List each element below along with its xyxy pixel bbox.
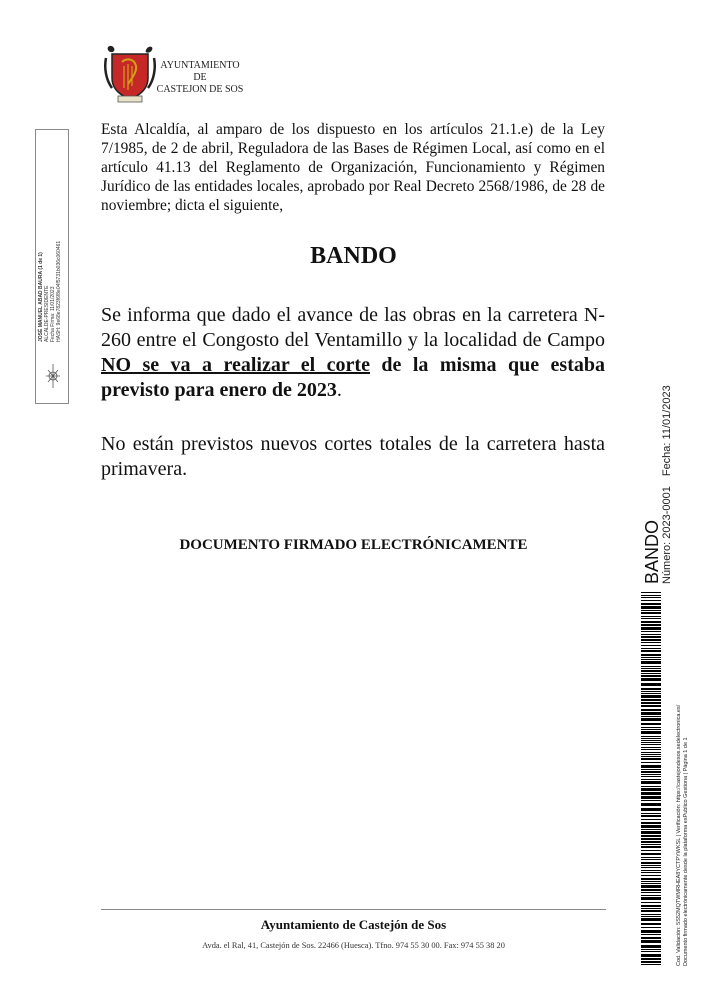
barcode-bar bbox=[641, 688, 661, 690]
footer-organization: Ayuntamiento de Castejón de Sos bbox=[260, 917, 447, 932]
barcode-bar bbox=[641, 752, 661, 753]
barcode-bar bbox=[641, 597, 661, 598]
barcode-bar bbox=[641, 716, 661, 717]
org-line-3: CASTEJON DE SOS bbox=[156, 84, 244, 95]
validation-platform: Documento firmado electrónicamente desde la plataforma esPublico Gestiona | Página 1 de 1 bbox=[683, 737, 689, 966]
barcode-bar bbox=[641, 702, 661, 704]
barcode-bar bbox=[641, 645, 661, 646]
barcode-bar bbox=[641, 654, 661, 656]
barcode-bar bbox=[641, 908, 661, 909]
barcode-bar bbox=[641, 927, 661, 928]
barcode-bar bbox=[641, 616, 661, 617]
barcode-bar bbox=[641, 786, 661, 787]
barcode-bar bbox=[641, 865, 661, 866]
barcode-bar bbox=[641, 731, 661, 734]
side-number: Número: 2023-0001 bbox=[661, 486, 673, 584]
signature-date: Fecha Firma: 11/01/2023 bbox=[50, 286, 56, 342]
barcode-bar bbox=[641, 859, 661, 860]
barcode-bar bbox=[641, 642, 661, 643]
barcode-bar bbox=[641, 905, 661, 907]
side-number-date bbox=[661, 385, 674, 584]
barcode-bar bbox=[641, 634, 661, 635]
barcode-bar bbox=[641, 853, 661, 855]
barcode-bar bbox=[641, 618, 661, 619]
barcode-icon bbox=[641, 592, 661, 966]
barcode-bar bbox=[641, 958, 661, 960]
barcode-bar bbox=[641, 964, 661, 965]
barcode-bar bbox=[641, 592, 661, 593]
barcode-bar bbox=[641, 712, 661, 715]
barcode-bar bbox=[641, 841, 661, 843]
barcode-bar bbox=[641, 875, 661, 876]
barcode-bar bbox=[641, 889, 661, 891]
barcode-bar bbox=[641, 659, 661, 660]
barcode-bar bbox=[641, 813, 661, 814]
barcode-bar bbox=[641, 627, 661, 630]
barcode-bar bbox=[641, 595, 661, 596]
page-title: BANDO bbox=[310, 243, 397, 269]
barcode-bar bbox=[641, 771, 661, 773]
barcode-bar bbox=[641, 945, 661, 948]
barcode-bar bbox=[641, 683, 661, 686]
barcode-bar bbox=[641, 878, 661, 880]
signer-role: ALCALDE-PRESIDENTE bbox=[44, 285, 50, 342]
barcode-bar bbox=[641, 691, 661, 692]
barcode-bar bbox=[641, 857, 661, 858]
barcode-bar bbox=[641, 738, 661, 739]
barcode-bar bbox=[641, 603, 661, 605]
barcode-bar bbox=[641, 872, 661, 873]
barcode-bar bbox=[641, 885, 661, 888]
organization-name bbox=[154, 60, 246, 96]
coat-of-arms-icon bbox=[104, 44, 156, 106]
barcode-bar bbox=[641, 709, 661, 711]
barcode-bar bbox=[641, 846, 661, 848]
side-doc-type: BANDO bbox=[642, 519, 662, 584]
barcode-bar bbox=[641, 954, 661, 957]
barcode-bar bbox=[641, 937, 661, 939]
side-validation bbox=[676, 705, 690, 966]
barcode-bar bbox=[641, 606, 661, 609]
barcode-bar bbox=[641, 678, 661, 681]
barcode-bar bbox=[641, 742, 661, 743]
signer-name: JOSÉ MANUEL ABAD BAURA (1 de 1) bbox=[38, 252, 44, 342]
barcode-bar bbox=[641, 897, 661, 900]
barcode-bar bbox=[641, 934, 661, 935]
barcode-bar bbox=[641, 951, 661, 952]
barcode-bar bbox=[641, 744, 661, 745]
barcode-bar bbox=[641, 914, 661, 915]
barcode-bar bbox=[641, 639, 661, 641]
barcode-bar bbox=[641, 693, 661, 694]
barcode-bar bbox=[641, 624, 661, 626]
barcode-bar bbox=[641, 870, 661, 871]
barcode-bar bbox=[641, 779, 661, 780]
barcode-bar bbox=[641, 850, 661, 851]
barcode-bar bbox=[641, 657, 661, 658]
barcode-bar bbox=[641, 648, 661, 649]
barcode-bar bbox=[641, 781, 661, 784]
barcode-bar bbox=[641, 803, 661, 806]
barcode-bar bbox=[641, 776, 661, 777]
barcode-bar bbox=[641, 867, 661, 868]
barcode-bar bbox=[641, 762, 661, 763]
barcode-bar bbox=[641, 949, 661, 950]
announcement-bold: de la misma que estaba previsto para enero de 2023 bbox=[101, 354, 605, 401]
barcode-bar bbox=[641, 808, 661, 811]
validation-code: Cod. Validación: 5S52MQTWMRHEA8YCTPYWKSL | Verificación: https://castejondesos.sedelectronica.es/ bbox=[676, 704, 682, 966]
barcode-bar bbox=[641, 756, 661, 757]
barcode-bar bbox=[641, 822, 661, 824]
org-line-1: AYUNTAMIENTO bbox=[160, 60, 240, 71]
barcode-bar bbox=[641, 923, 661, 925]
barcode-bar bbox=[641, 774, 661, 775]
barcode-bar bbox=[641, 675, 661, 677]
barcode-bar bbox=[641, 796, 661, 799]
barcode-bar bbox=[641, 695, 661, 698]
barcode-bar bbox=[641, 769, 661, 770]
footer-divider bbox=[101, 909, 606, 910]
side-date: Fecha: 11/01/2023 bbox=[661, 385, 673, 477]
announcement-end: . bbox=[336, 379, 342, 401]
barcode-bar bbox=[641, 740, 661, 741]
barcode-bar bbox=[641, 600, 661, 601]
barcode-bar bbox=[641, 918, 661, 921]
barcode-bar bbox=[641, 610, 661, 611]
barcode-bar bbox=[641, 835, 661, 837]
barcode-bar bbox=[641, 758, 661, 760]
barcode-bar bbox=[641, 916, 661, 917]
barcode-bar bbox=[641, 727, 661, 728]
barcode-bar bbox=[641, 699, 661, 701]
barcode-bar bbox=[641, 668, 661, 669]
barcode-bar bbox=[641, 881, 661, 882]
barcode-bar bbox=[641, 670, 661, 672]
announcement-paragraph bbox=[101, 303, 605, 403]
barcode-bar bbox=[641, 718, 661, 721]
footer-address: Avda. el Ral, 41, Castejón de Sos. 22466 (Huesca). Tfno. 974 55 30 00. Fax: 974 55 38 20 bbox=[202, 941, 505, 950]
barcode-bar bbox=[641, 749, 661, 750]
barcode-bar bbox=[641, 825, 661, 828]
barcode-bar bbox=[641, 765, 661, 768]
barcode-bar bbox=[641, 815, 661, 817]
barcode-bar bbox=[641, 829, 661, 830]
signature-hash: HASH: 9e68e7823f6f8e04f5731b036c060461 bbox=[56, 240, 62, 342]
barcode-bar bbox=[641, 940, 661, 943]
barcode-bar bbox=[641, 862, 661, 864]
announcement-underlined: NO se va a realizar el corte bbox=[101, 354, 370, 376]
barcode-bar bbox=[641, 800, 661, 801]
barcode-bar bbox=[641, 666, 661, 667]
signed-notice: DOCUMENTO FIRMADO ELECTRÓNICAMENTE bbox=[179, 537, 528, 553]
second-paragraph: No están previstos nuevos cortes totales de la carretera hasta primavera. bbox=[101, 433, 605, 480]
barcode-bar bbox=[641, 621, 661, 623]
barcode-bar bbox=[641, 754, 661, 755]
barcode-bar bbox=[641, 661, 661, 664]
barcode-bar bbox=[641, 910, 661, 912]
barcode-bar bbox=[641, 844, 661, 845]
barcode-bar bbox=[641, 902, 661, 903]
barcode-bar bbox=[641, 673, 661, 674]
barcode-bar bbox=[641, 723, 661, 725]
barcode-bar bbox=[641, 792, 661, 795]
announcement-text: Se informa que dado el avance de las obras en la carretera N-260 entre el Congosto del Ventamillo y la localidad de Campo bbox=[101, 304, 605, 351]
signature-mark-icon bbox=[44, 362, 62, 390]
barcode-bar bbox=[641, 612, 661, 614]
barcode-bar bbox=[641, 636, 661, 638]
barcode-bar bbox=[641, 747, 661, 748]
barcode-bar bbox=[641, 650, 661, 652]
org-line-2: DE bbox=[193, 72, 207, 83]
barcode-bar bbox=[641, 705, 661, 707]
barcode-bar bbox=[641, 838, 661, 840]
barcode-bar bbox=[641, 961, 661, 963]
barcode-bar bbox=[641, 736, 661, 737]
intro-paragraph: Esta Alcaldía, al amparo de los dispuesto en los artículos 21.1.e) de la Ley 7/1985, de 2 de abril, Reguladora de las Bases de Régimen Local, así como en el artículo 41.13 del Reglamento de Organización, Funcionamiento y Régimen Jurídico de las entidades locales, aprobado por Real Decreto 2568/1986, de 28 de noviembre; dicta el siguiente, bbox=[101, 121, 605, 214]
barcode-bar bbox=[641, 729, 661, 730]
barcode-bar bbox=[641, 883, 661, 884]
barcode-bar bbox=[641, 895, 661, 896]
barcode-bar bbox=[641, 631, 661, 632]
barcode-bar bbox=[641, 788, 661, 791]
barcode-bar bbox=[641, 892, 661, 893]
barcode-bar bbox=[641, 819, 661, 820]
barcode-bar bbox=[641, 930, 661, 933]
barcode-bar bbox=[641, 831, 661, 834]
signature-text bbox=[38, 132, 66, 342]
